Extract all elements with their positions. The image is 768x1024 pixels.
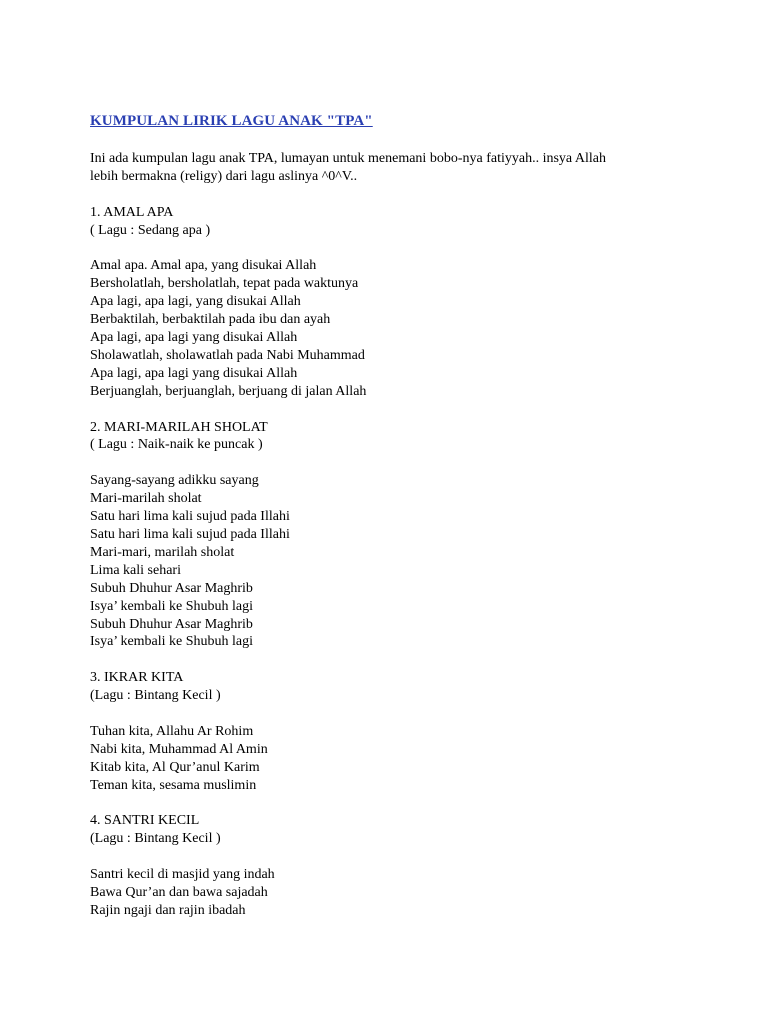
lyric-line: Santri kecil di masjid yang indah [90,867,275,883]
lyric-line: Rajin ngaji dan rajin ibadah [90,902,246,918]
lyric-line: Sholawatlah, sholawatlah pada Nabi Muhammad [90,347,365,363]
lyric-line: Amal apa. Amal apa, yang disukai Allah [90,258,317,274]
song-heading: 1. AMAL APA [90,204,174,220]
song-heading: 3. IKRAR KITA [90,670,184,686]
song-heading: 4. SANTRI KECIL [90,813,200,829]
spacer [90,454,730,472]
spacer [90,240,730,258]
lyric-line: Satu hari lima kali sujud pada Illahi [90,509,290,525]
lyric-line: Apa lagi, apa lagi yang disukai Allah [90,330,298,346]
lyric-line: Apa lagi, apa lagi yang disukai Allah [90,365,298,381]
intro-line: lebih bermakna (religy) dari lagu aslinya ^0^V.. [90,168,358,184]
spacer [90,705,730,723]
lyric-line: Sayang-sayang adikku sayang [90,473,259,489]
song-melody: (Lagu : Bintang Kecil ) [90,831,221,847]
lyric-line: Bersholatlah, bersholatlah, tepat pada waktunya [90,276,359,292]
song-ikrar-kita [90,669,730,794]
spacer [90,651,730,669]
lyric-line: Berbaktilah, berbaktilah pada ibu dan ayah [90,312,331,328]
spacer [90,795,730,813]
song-mari-marilah-sholat [90,419,730,652]
song-heading: 2. MARI-MARILAH SHOLAT [90,419,268,435]
lyric-line: Apa lagi, apa lagi, yang disukai Allah [90,294,301,310]
document-page [90,112,730,920]
lyric-line: Satu hari lima kali sujud pada Illahi [90,526,290,542]
intro-paragraph [90,150,730,186]
song-melody: (Lagu : Bintang Kecil ) [90,688,221,704]
lyric-line: Mari-marilah sholat [90,491,202,507]
song-melody: ( Lagu : Naik-naik ke puncak ) [90,437,263,453]
lyric-line: Subuh Dhuhur Asar Maghrib [90,616,253,632]
spacer [90,848,730,866]
lyric-line: Teman kita, sesama muslimin [90,777,257,793]
lyric-line: Isya’ kembali ke Shubuh lagi [90,634,254,650]
lyric-line: Subuh Dhuhur Asar Maghrib [90,580,253,596]
lyric-line: Bawa Qur’an dan bawa sajadah [90,885,268,901]
spacer [90,186,730,204]
song-amal-apa [90,204,730,401]
intro-line: Ini ada kumpulan lagu anak TPA, lumayan untuk menemani bobo-nya fatiyyah.. insya Allah [90,151,606,166]
lyric-line: Isya’ kembali ke Shubuh lagi [90,598,254,614]
lyric-line: Nabi kita, Muhammad Al Amin [90,741,268,757]
document-title: KUMPULAN LIRIK LAGU ANAK "TPA" [90,113,373,129]
song-melody: ( Lagu : Sedang apa ) [90,222,211,238]
song-santri-kecil [90,812,730,919]
lyric-line: Tuhan kita, Allahu Ar Rohim [90,723,254,739]
lyric-line: Berjuanglah, berjuanglah, berjuang di jalan Allah [90,383,367,399]
spacer [90,401,730,419]
lyric-line: Mari-mari, marilah sholat [90,544,235,560]
lyric-line: Kitab kita, Al Qur’anul Karim [90,759,260,775]
lyric-line: Lima kali sehari [90,562,181,578]
